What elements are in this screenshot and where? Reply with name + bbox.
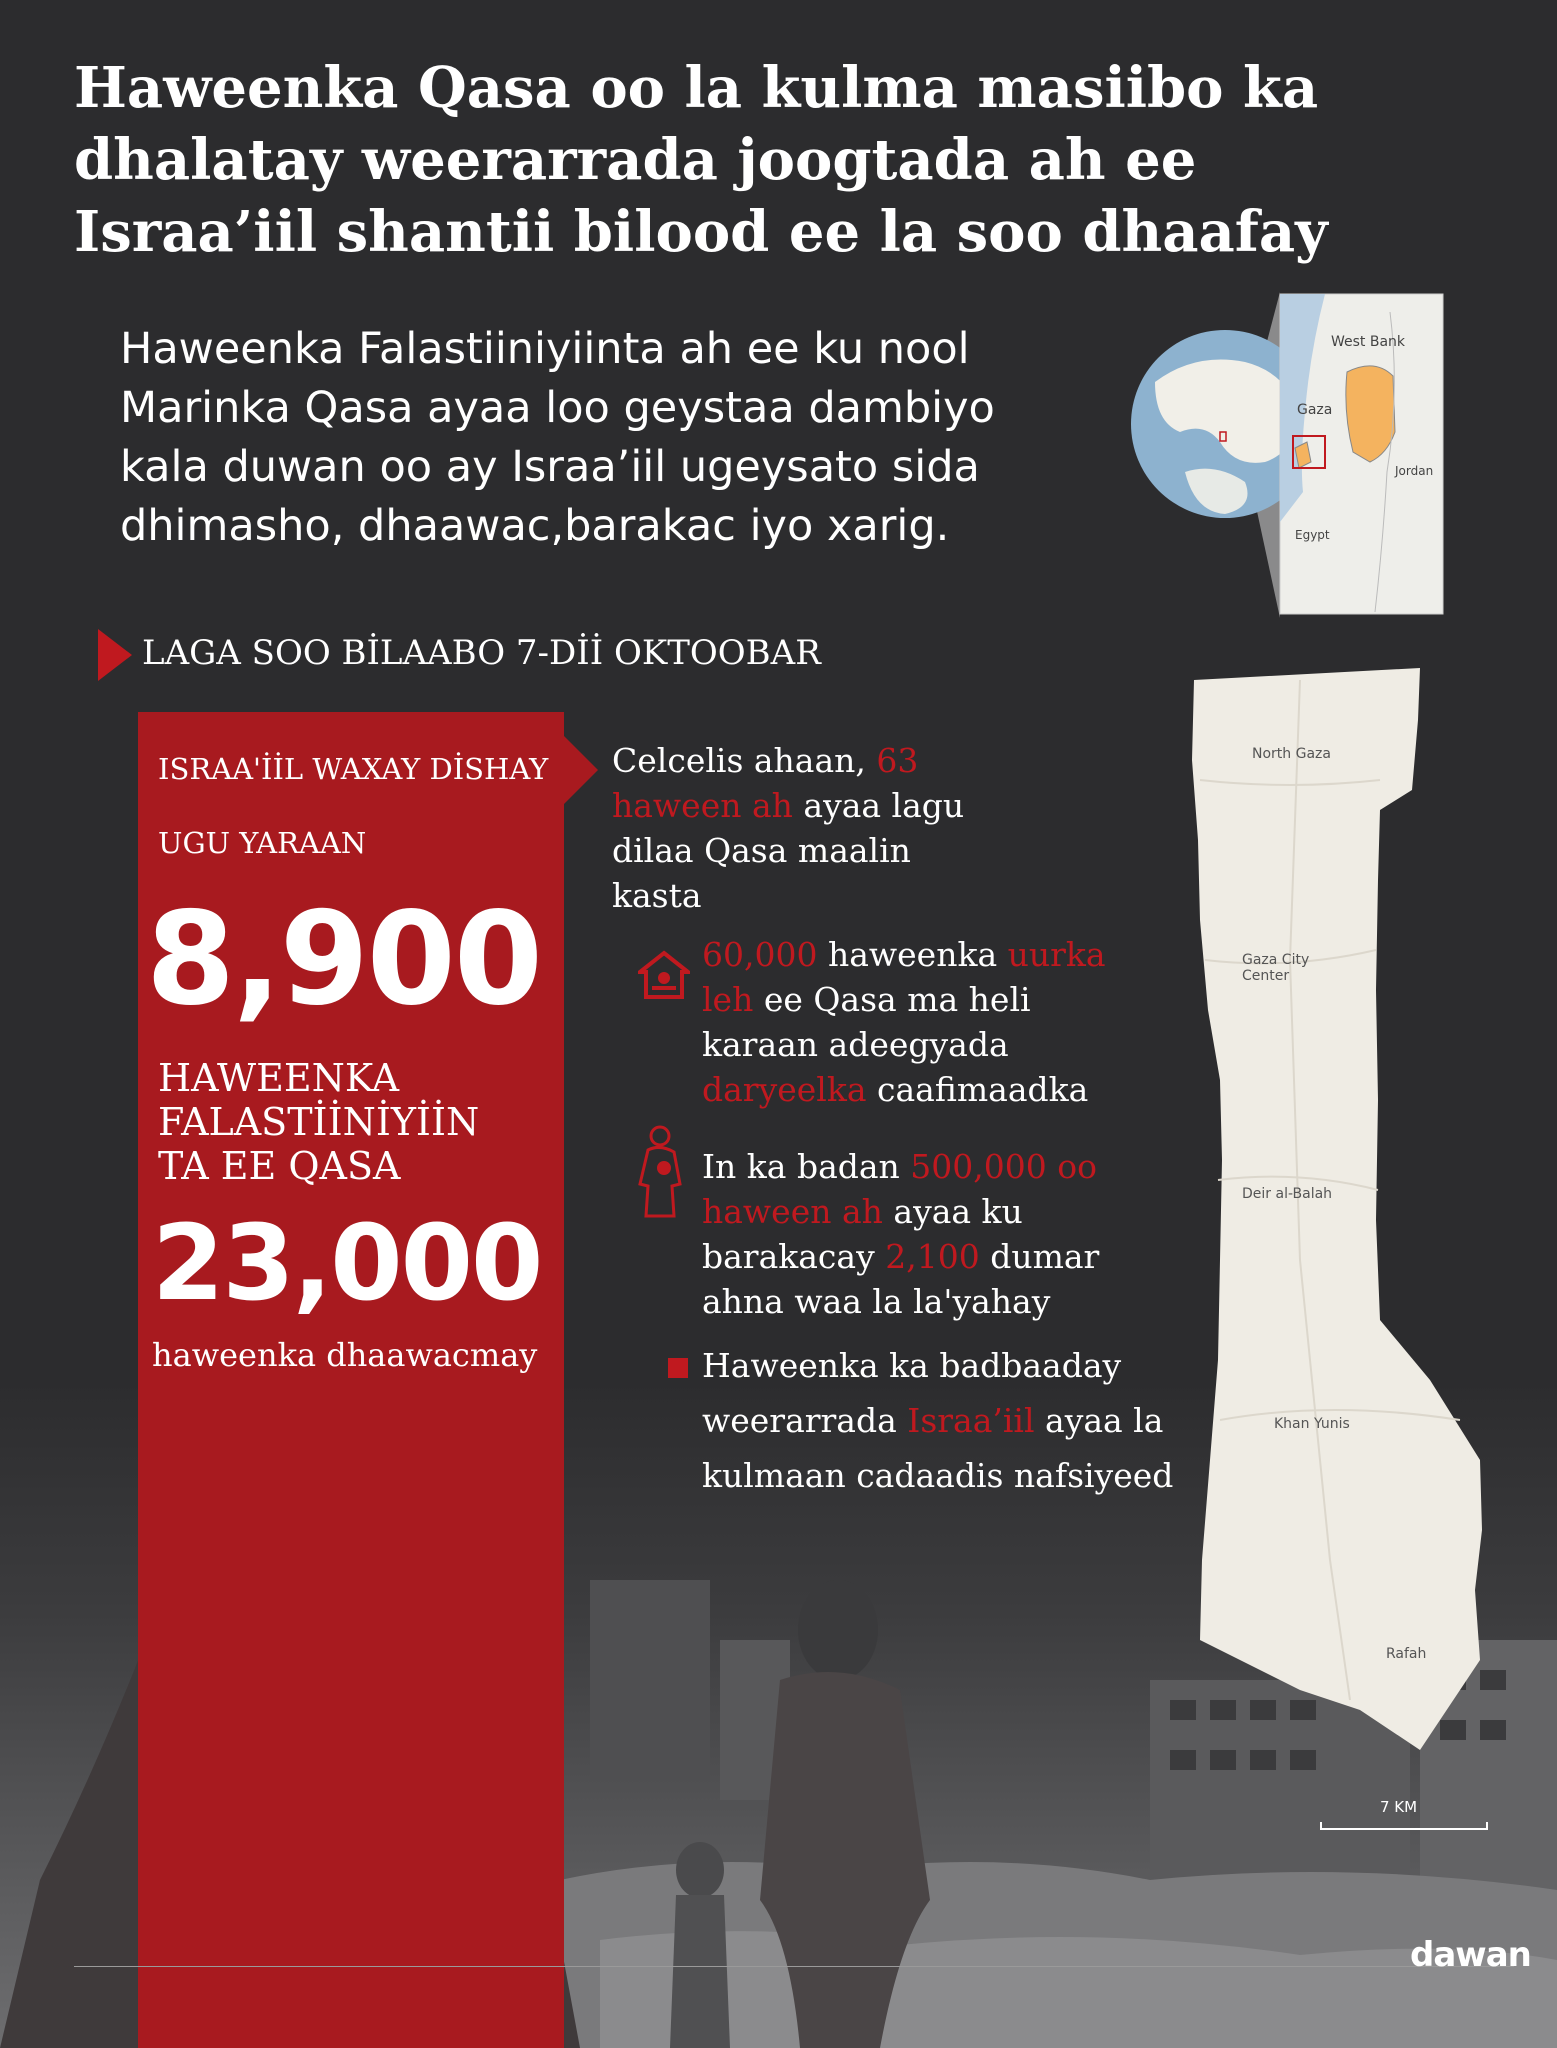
fact-2-text: haweenka xyxy=(817,935,1008,974)
fact-4-highlight: Israa’iil xyxy=(907,1401,1035,1440)
map-scale-label: 7 KM xyxy=(1380,1798,1418,1816)
fact-3-highlight: 500,000 oo haween ah xyxy=(702,1147,1097,1231)
fact-1-highlight: 63 haween ah xyxy=(612,741,919,825)
mother-child-icon xyxy=(634,1124,688,1220)
page-title: Haweenka Qasa oo la kulma masiibo ka dhalatay weerarrada joogtada ah ee Israa’iil shantii bilood ee la soo dhaafay xyxy=(74,55,1328,265)
stats-box-pointer xyxy=(564,736,598,804)
footer-divider xyxy=(74,1966,1514,1967)
home-icon xyxy=(638,950,690,1000)
fact-3-highlight-2: 2,100 xyxy=(885,1237,980,1276)
map-label-north-gaza: North Gaza xyxy=(1252,746,1331,762)
stats-subheading: UGU YARAAN xyxy=(158,826,367,860)
gaza-strip-map xyxy=(1180,660,1500,1764)
locator-map xyxy=(1125,292,1447,622)
map-label-egypt: Egypt xyxy=(1295,528,1330,542)
fact-3-text-2: ayaa ku barakacay xyxy=(702,1192,1023,1276)
fact-2-highlight: 60,000 xyxy=(702,935,818,974)
intro-text: Haweenka Falastiiniyiinta ah ee ku nool Marinka Qasa ayaa loo geystaa dambiyo kala duwan oo ay Israa’iil ugeysato sida dhimasho, dhaawac,barakac iyo xarig. xyxy=(120,324,995,551)
fact-2-highlight-3: daryeelka xyxy=(702,1070,867,1109)
brand-logo: dawan xyxy=(1410,1935,1531,1975)
map-label-deir-al-balah: Deir al-Balah xyxy=(1242,1186,1333,1202)
fact-2-highlight-2: uurka leh xyxy=(702,935,1106,1019)
injured-count: 23,000 xyxy=(152,1202,542,1324)
fact-1 xyxy=(612,738,992,918)
fact-2-text-2: ee Qasa ma heli karaan adeegyada xyxy=(702,980,1031,1064)
map-scale-bar xyxy=(1320,1822,1488,1830)
fact-1-text: Celcelis ahaan, xyxy=(612,741,877,780)
killed-label: HAWEENKA FALASTİİNİYİİN TA EE QASA xyxy=(158,1056,480,1188)
map-label-rafah: Rafah xyxy=(1386,1646,1427,1662)
square-bullet-icon xyxy=(668,1358,688,1378)
fact-3-text-end: dumar ahna waa la la'yahay xyxy=(702,1237,1100,1321)
map-label-jordan: Jordan xyxy=(1395,464,1434,478)
map-label-gaza-city: Gaza City Center xyxy=(1242,952,1310,984)
killed-count: 8,900 xyxy=(146,885,541,1034)
stats-heading: ISRAA'İİL WAXAY DİSHAY xyxy=(158,752,549,786)
map-label-gaza: Gaza xyxy=(1297,402,1333,418)
gaza-strip-shape xyxy=(1180,660,1500,1760)
injured-label: haweenka dhaawacmay xyxy=(152,1336,538,1374)
map-label-khan-yunis: Khan Yunis xyxy=(1274,1416,1350,1432)
fact-2 xyxy=(702,932,1132,1112)
map-label-west-bank: West Bank xyxy=(1331,334,1406,350)
fact-4-text-end: ayaa la kulmaan cadaadis nafsiyeed xyxy=(702,1401,1174,1495)
fact-4-text: Haweenka ka badbaaday weerarrada xyxy=(702,1346,1122,1440)
fact-4 xyxy=(702,1338,1182,1503)
fact-1-text-end: ayaa lagu dilaa Qasa maalin kasta xyxy=(612,786,965,915)
fact-2-text-end: caafimaadka xyxy=(866,1070,1089,1109)
fact-3 xyxy=(702,1144,1132,1324)
since-label-text: LAGA SOO BİLAABO 7-Dİİ OKTOOBAR xyxy=(142,633,821,673)
fact-3-text: In ka badan xyxy=(702,1147,911,1186)
play-triangle-icon xyxy=(98,629,132,681)
